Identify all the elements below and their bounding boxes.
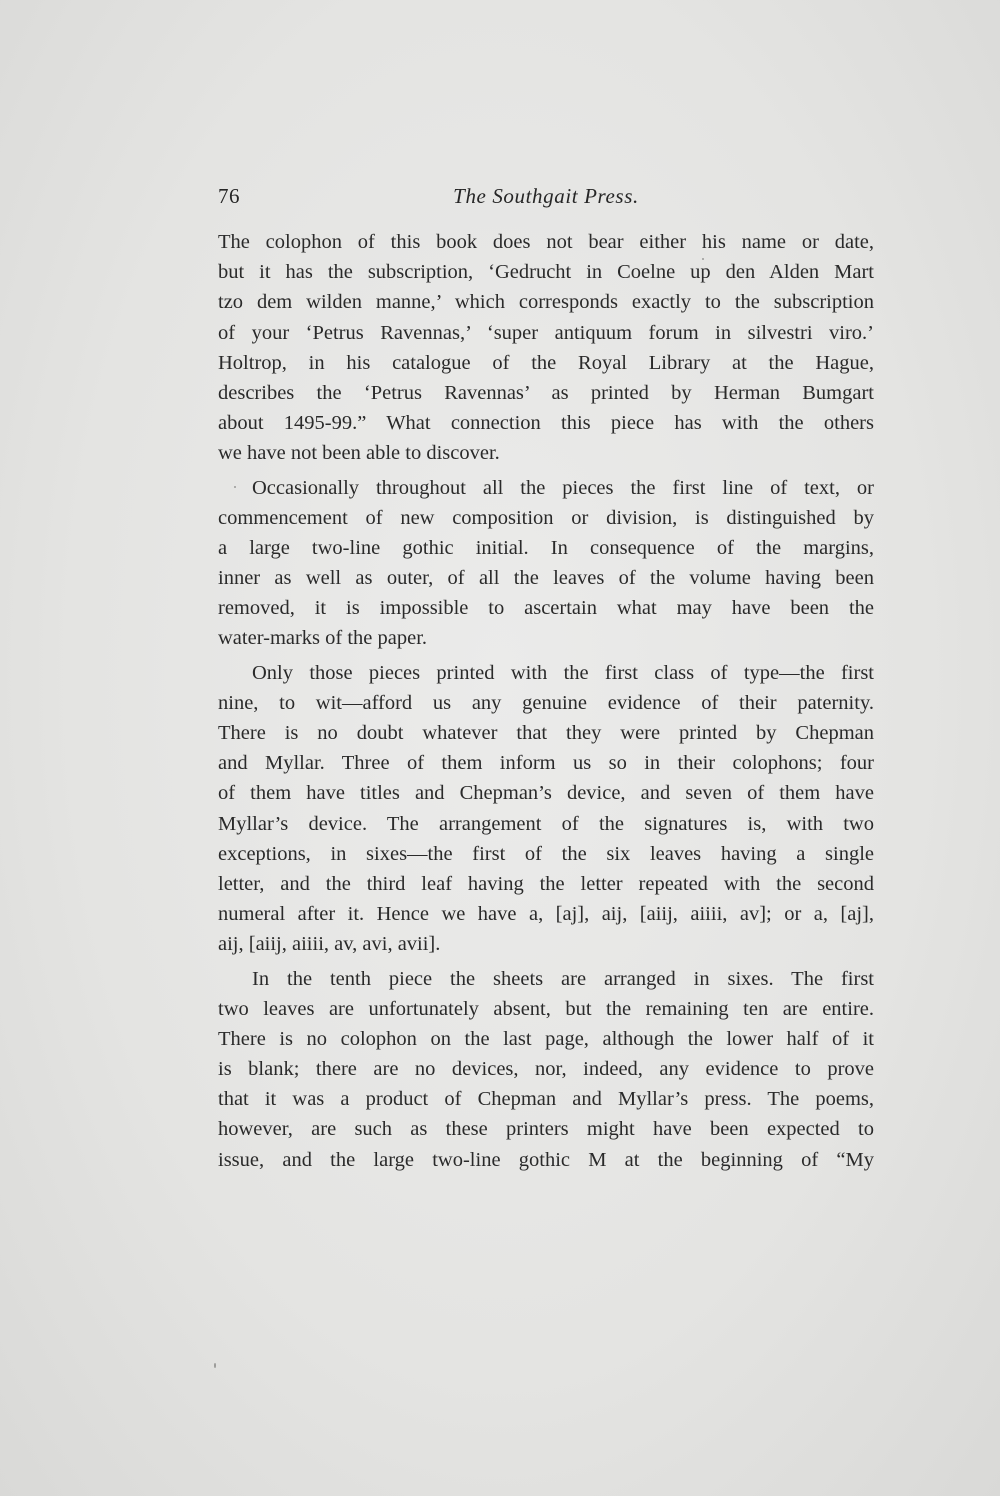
paper-speck [234,486,236,488]
text-line: letter, and the third leaf having the letter repeated with the second [218,872,874,895]
text-line: There is no colophon on the last page, although the lower half of it [218,1027,874,1050]
text-line: aij, [aiij, aiiii, av, avi, avii]. [218,933,441,956]
body-text [218,227,874,1175]
page-header [218,184,874,214]
text-line: a large two-line gothic initial. In consequence of the margins, [218,536,874,559]
paragraph [218,658,874,960]
text-line: nine, to wit—afford us any genuine evidence of their paternity. [218,691,874,714]
page-number: 76 [218,184,240,208]
text-line: and Myllar. Three of them inform us so in their colophons; four [218,752,874,775]
text-line: of your ‘Petrus Ravennas,’ ‘super antiquum forum in silvestri viro.’ [218,321,874,344]
running-title: The Southgait Press. [453,184,639,208]
text-line: numeral after it. Hence we have a, [aj], aij, [aiij, aiiii, av]; or a, [aj], [218,903,874,926]
text-line: issue, and the large two-line gothic M at the beginning of “My [218,1148,874,1171]
text-line: we have not been able to discover. [218,442,500,465]
paragraph [218,964,874,1175]
text-line: water-marks of the paper. [218,627,428,650]
paper-speck [214,1363,216,1368]
text-line: about 1495-99.” What connection this piece has with the others [218,412,874,435]
text-line: however, are such as these printers might have been expected to [218,1118,874,1141]
text-line: is blank; there are no devices, nor, indeed, any evidence to prove [218,1058,874,1081]
text-line: The colophon of this book does not bear either his name or date, [218,231,874,253]
text-line: Occasionally throughout all the pieces the first line of text, or [252,476,874,499]
text-line: exceptions, in sixes—the first of the six leaves having a single [218,842,874,865]
text-line: Holtrop, in his catalogue of the Royal Library at the Hague, [218,351,874,374]
text-line: describes the ‘Petrus Ravennas’ as printed by Herman Bumgart [218,381,874,404]
text-line: but it has the subscription, ‘Gedrucht in Coelne up den Alden Mart [218,261,874,284]
text-line: Only those pieces printed with the first class of type—the first [252,661,874,684]
text-line: In the tenth piece the sheets are arranged in sixes. The first [252,967,874,990]
text-line: two leaves are unfortunately absent, but the remaining ten are entire. [218,997,874,1020]
text-line: inner as well as outer, of all the leaves of the volume having been [218,567,874,590]
text-line: of them have titles and Chepman’s device, and seven of them have [218,782,874,805]
text-line: There is no doubt whatever that they were printed by Chepman [218,722,874,744]
paragraph [218,227,874,469]
text-line: removed, it is impossible to ascertain what may have been the [218,597,874,620]
text-line: commencement of new composition or division, is distinguished by [218,506,874,529]
paragraph [218,473,874,654]
text-line: that it was a product of Chepman and Myllar’s press. The poems, [218,1088,874,1111]
text-line: Myllar’s device. The arrangement of the signatures is, with two [218,812,874,835]
paper-speck [702,258,704,260]
text-line: tzo dem wilden manne,’ which corresponds exactly to the subscription [218,291,874,314]
